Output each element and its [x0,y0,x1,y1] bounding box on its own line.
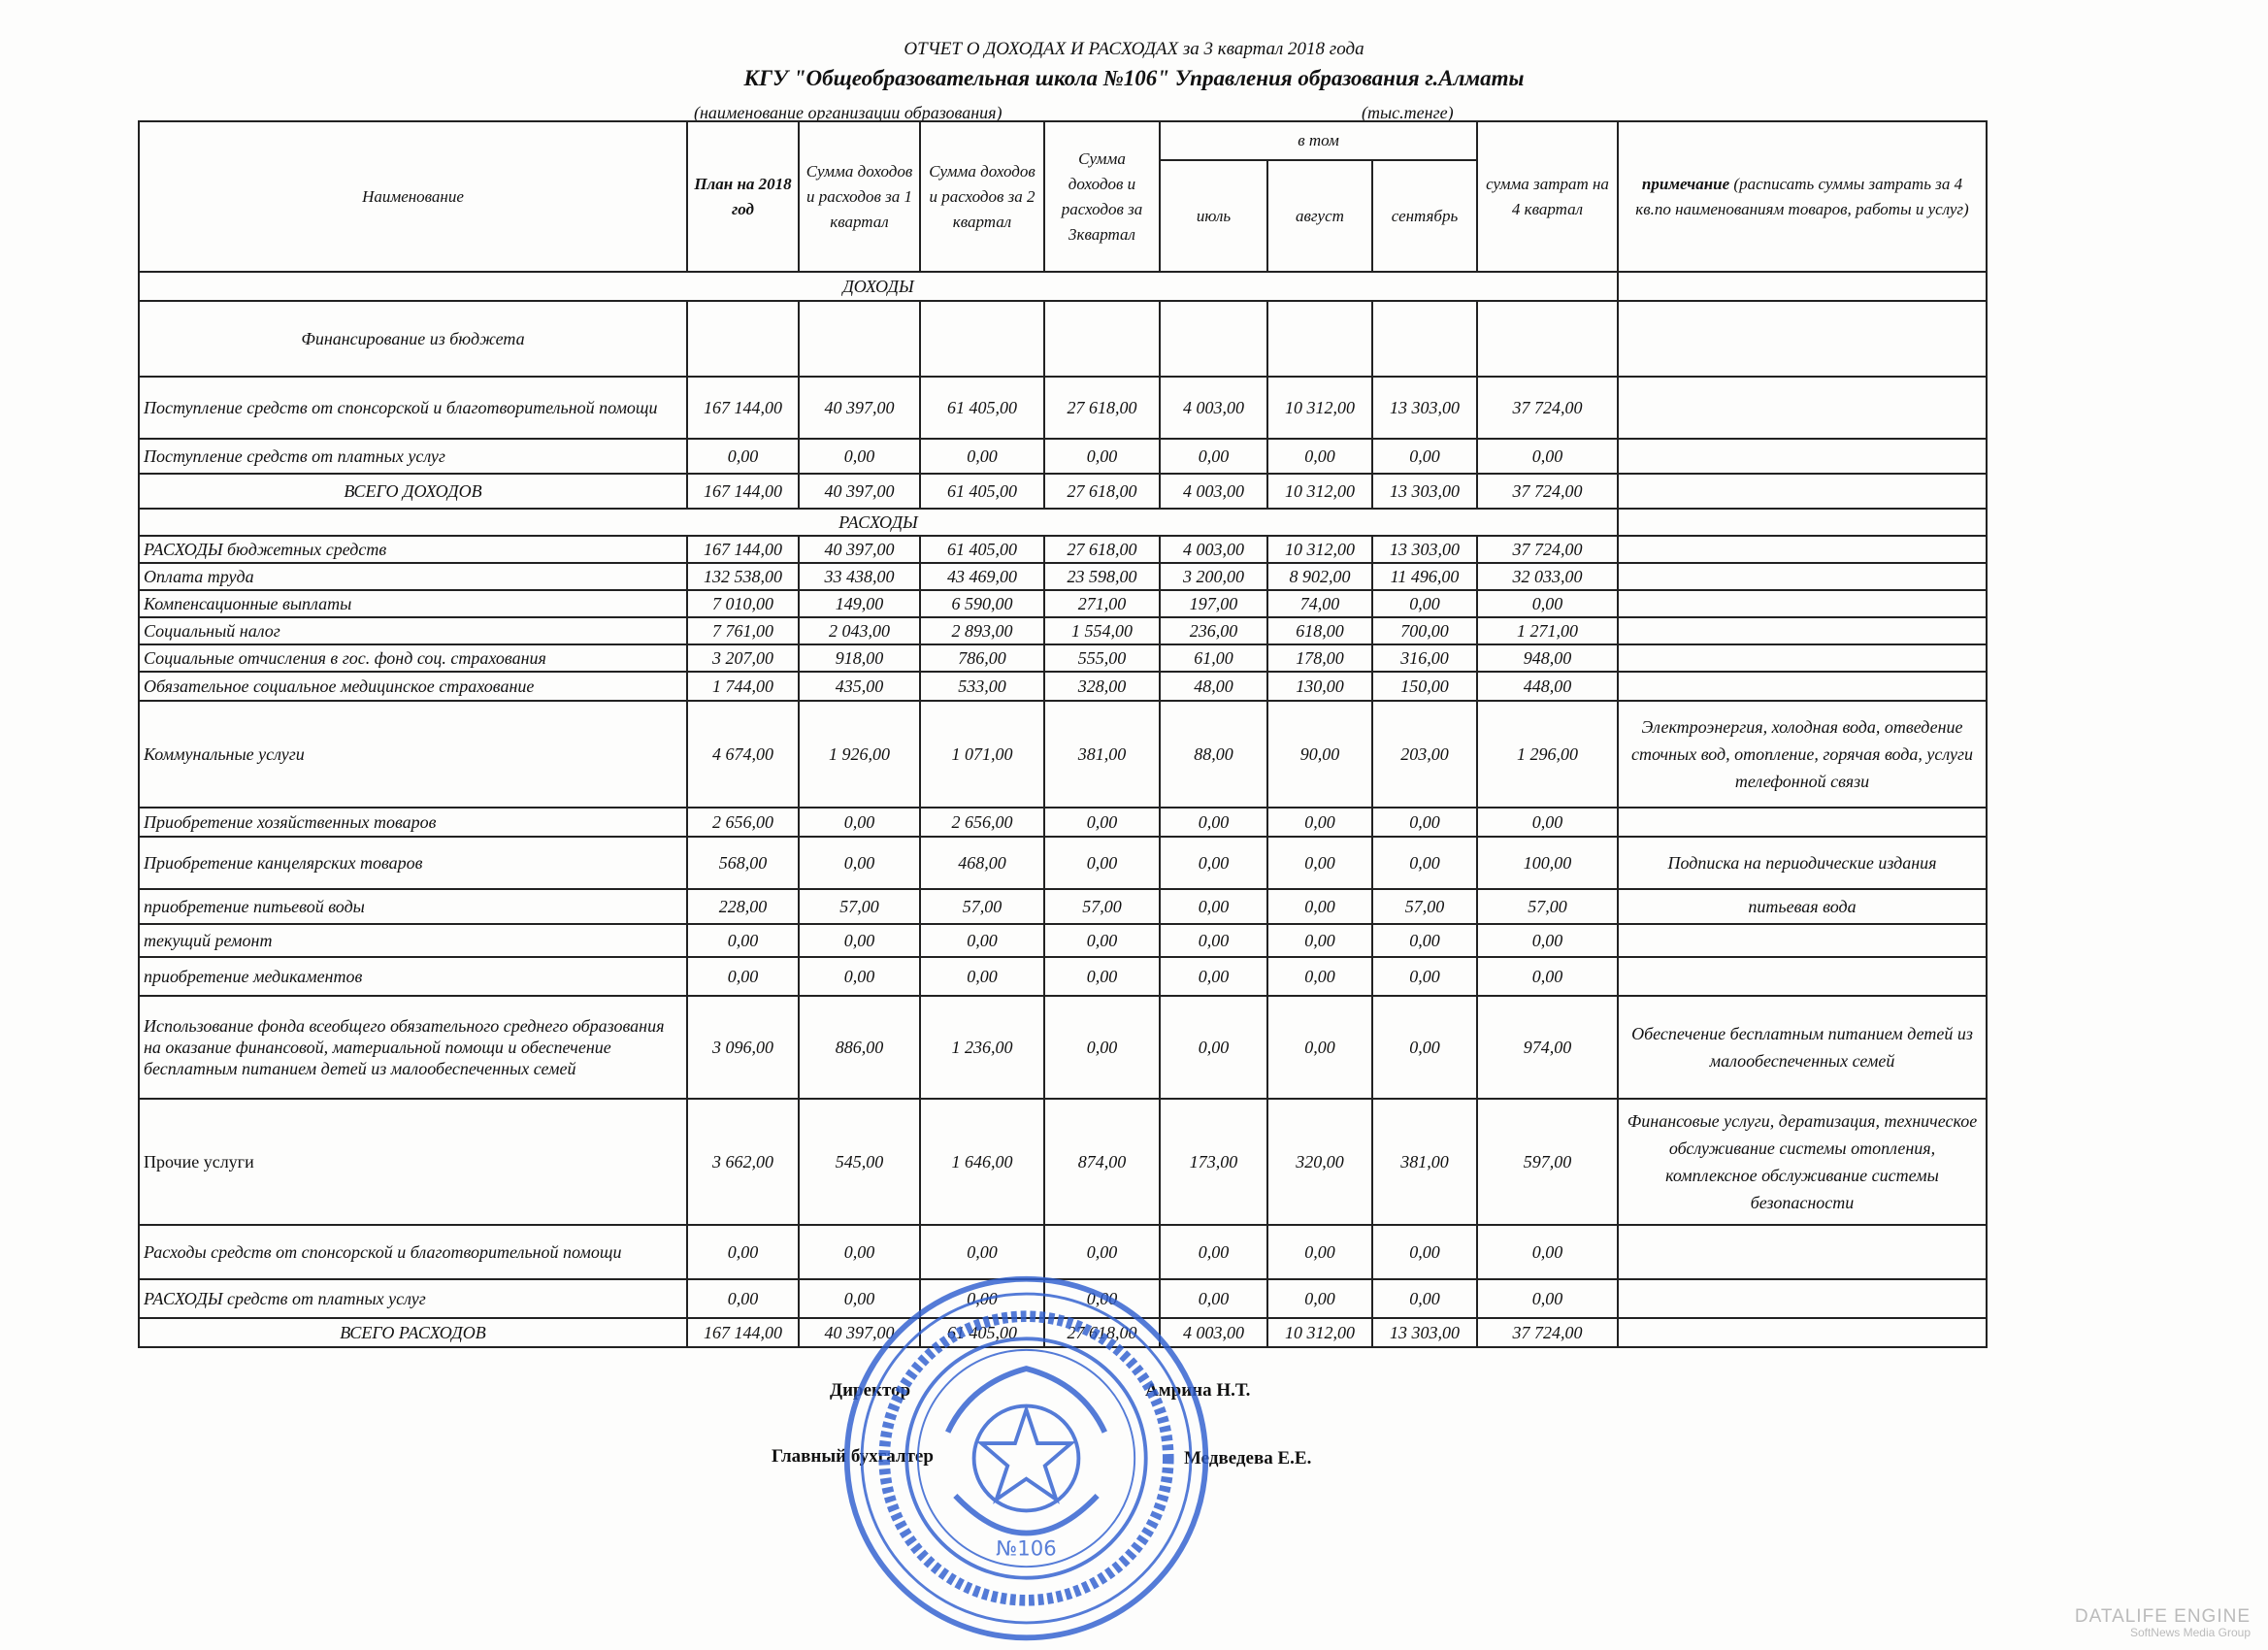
cell-q1: 0,00 [799,957,920,996]
cell-q1: 1 926,00 [799,701,920,808]
cell-q2: 0,00 [920,439,1044,474]
empty-cell [687,301,799,377]
cell-plan: 167 144,00 [687,1318,799,1347]
cell-aug: 320,00 [1267,1099,1372,1225]
cell-plan: 568,00 [687,837,799,889]
cell-q3: 23 598,00 [1044,563,1160,590]
col-note-bold: примечание [1641,174,1730,193]
row-name: ВСЕГО ДОХОДОВ [139,474,687,509]
row-name: Компенсационные выплаты [139,590,687,617]
table-row [139,924,1987,957]
table-row [139,590,1987,617]
cell-jul: 88,00 [1160,701,1267,808]
cell-q3: 555,00 [1044,644,1160,672]
col-note-rest: (расписать суммы затрать за 4 кв.по наименованиям товаров, работы и услуг) [1635,174,1969,218]
cell-sep: 203,00 [1372,701,1477,808]
cell-q4: 100,00 [1477,837,1618,889]
director-label: Директор [830,1380,911,1401]
cell-sep: 700,00 [1372,617,1477,644]
cell-jul: 48,00 [1160,672,1267,701]
empty-cell [1618,644,1987,672]
cell-q2: 61 405,00 [920,536,1044,563]
row-name: Оплата труда [139,563,687,590]
header-row [139,121,1987,160]
cell-q2: 0,00 [920,1279,1044,1318]
table-row [139,301,1987,377]
cell-q2: 1 646,00 [920,1099,1044,1225]
row-name: Коммунальные услуги [139,701,687,808]
cell-q3: 0,00 [1044,439,1160,474]
cell-plan: 0,00 [687,924,799,957]
cell-q1: 435,00 [799,672,920,701]
cell-q4: 1 271,00 [1477,617,1618,644]
table-row [139,536,1987,563]
cell-aug: 8 902,00 [1267,563,1372,590]
cell-jul: 4 003,00 [1160,377,1267,439]
cell-jul: 0,00 [1160,924,1267,957]
cell-q3: 328,00 [1044,672,1160,701]
cell-q2: 61 405,00 [920,1318,1044,1347]
cell-aug: 10 312,00 [1267,1318,1372,1347]
cell-q1: 0,00 [799,1279,920,1318]
row-name: Поступление средств от спонсорской и благотворительной помощи [139,377,687,439]
stamp-text: №106 [996,1535,1057,1561]
accountant-name: Медведева Е.Е. [1184,1448,1312,1468]
cell-note: Обеспечение бесплатным питанием детей из малообеспеченных семей [1618,996,1987,1099]
col-name: Наименование [139,121,687,272]
cell-jul: 0,00 [1160,996,1267,1099]
empty-cell [1618,509,1987,536]
cell-plan: 4 674,00 [687,701,799,808]
col-note [1618,121,1987,272]
cell-plan: 0,00 [687,1225,799,1279]
cell-q2: 1 071,00 [920,701,1044,808]
cell-note: питьевая вода [1618,889,1987,924]
cell-q2: 0,00 [920,957,1044,996]
cell-q4: 37 724,00 [1477,474,1618,509]
cell-q4: 57,00 [1477,889,1618,924]
cell-aug: 10 312,00 [1267,474,1372,509]
cell-plan: 167 144,00 [687,474,799,509]
cell-q4: 974,00 [1477,996,1618,1099]
cell-q3: 57,00 [1044,889,1160,924]
empty-cell [1618,536,1987,563]
row-name: текущий ремонт [139,924,687,957]
empty-cell [799,301,920,377]
cell-q2: 43 469,00 [920,563,1044,590]
cell-sep: 57,00 [1372,889,1477,924]
cell-q1: 40 397,00 [799,1318,920,1347]
row-name: Использование фонда всеобщего обязательного среднего образования на оказание финансовой, материальной помощи и обеспечение бесплатным питанием детей из малообеспеченных семей [139,996,687,1099]
empty-cell [920,301,1044,377]
cell-jul: 61,00 [1160,644,1267,672]
empty-cell [1618,1279,1987,1318]
empty-cell [1618,377,1987,439]
cell-q1: 0,00 [799,837,920,889]
cell-q3: 1 554,00 [1044,617,1160,644]
cell-plan: 132 538,00 [687,563,799,590]
row-name: Социальные отчисления в гос. фонд соц. страхования [139,644,687,672]
watermark-sub: SoftNews Media Group [2129,1626,2251,1639]
cell-q4: 0,00 [1477,808,1618,837]
cell-aug: 0,00 [1267,889,1372,924]
col-q1: Сумма доходов и расходов за 1 квартал [799,121,920,272]
col-q2: Сумма доходов и расходов за 2 квартал [920,121,1044,272]
col-aug: август [1267,160,1372,272]
section-income-row [139,272,1987,301]
row-name: Поступление средств от платных услуг [139,439,687,474]
row-name: РАСХОДЫ бюджетных средств [139,536,687,563]
cell-q2: 6 590,00 [920,590,1044,617]
cell-q3: 874,00 [1044,1099,1160,1225]
table-row [139,837,1987,889]
table-row [139,996,1987,1099]
cell-sep: 0,00 [1372,957,1477,996]
cell-plan: 1 744,00 [687,672,799,701]
cell-jul: 3 200,00 [1160,563,1267,590]
cell-q4: 0,00 [1477,1279,1618,1318]
cell-sep: 0,00 [1372,837,1477,889]
cell-q3: 0,00 [1044,1225,1160,1279]
cell-q2: 61 405,00 [920,474,1044,509]
cell-q1: 545,00 [799,1099,920,1225]
table-row [139,644,1987,672]
cell-q3: 0,00 [1044,996,1160,1099]
cell-q3: 0,00 [1044,808,1160,837]
empty-cell [1267,301,1372,377]
cell-q3: 0,00 [1044,837,1160,889]
site-watermark [2074,1606,2251,1640]
cell-sep: 0,00 [1372,924,1477,957]
cell-q2: 61 405,00 [920,377,1044,439]
table-row [139,563,1987,590]
cell-q3: 27 618,00 [1044,377,1160,439]
cell-aug: 0,00 [1267,837,1372,889]
col-q3: Сумма доходов и расходов за 3квартал [1044,121,1160,272]
cell-plan: 228,00 [687,889,799,924]
cell-q2: 0,00 [920,924,1044,957]
cell-q4: 1 296,00 [1477,701,1618,808]
row-name: приобретение медикаментов [139,957,687,996]
row-name: Приобретение хозяйственных товаров [139,808,687,837]
section-expense: РАСХОДЫ [139,509,1618,536]
cell-q4: 0,00 [1477,924,1618,957]
cell-plan: 7 761,00 [687,617,799,644]
empty-cell [1618,272,1987,301]
cell-aug: 0,00 [1267,439,1372,474]
empty-cell [1618,672,1987,701]
col-plan: План на 2018 год [687,121,799,272]
cell-q2: 468,00 [920,837,1044,889]
cell-plan: 3 207,00 [687,644,799,672]
empty-cell [1618,1318,1987,1347]
cell-sep: 0,00 [1372,808,1477,837]
cell-sep: 316,00 [1372,644,1477,672]
table-row [139,672,1987,701]
cell-aug: 0,00 [1267,808,1372,837]
cell-sep: 13 303,00 [1372,474,1477,509]
cell-q1: 0,00 [799,924,920,957]
cell-q1: 40 397,00 [799,377,920,439]
cell-q2: 1 236,00 [920,996,1044,1099]
row-name: ВСЕГО РАСХОДОВ [139,1318,687,1347]
cell-jul: 0,00 [1160,837,1267,889]
cell-q1: 149,00 [799,590,920,617]
cell-plan: 3 662,00 [687,1099,799,1225]
cell-jul: 197,00 [1160,590,1267,617]
cell-plan: 167 144,00 [687,377,799,439]
cell-sep: 0,00 [1372,996,1477,1099]
cell-q4: 0,00 [1477,590,1618,617]
section-expense-row [139,509,1987,536]
accountant-label: Главный бухгалтер [772,1446,934,1467]
empty-cell [1160,301,1267,377]
cell-sep: 0,00 [1372,439,1477,474]
cell-plan: 167 144,00 [687,536,799,563]
cell-sep: 13 303,00 [1372,536,1477,563]
table-row [139,439,1987,474]
cell-aug: 0,00 [1267,924,1372,957]
cell-aug: 10 312,00 [1267,377,1372,439]
col-jul: июль [1160,160,1267,272]
cell-aug: 618,00 [1267,617,1372,644]
cell-q2: 2 893,00 [920,617,1044,644]
cell-q3: 381,00 [1044,701,1160,808]
row-name: Обязательное социальное медицинское страхование [139,672,687,701]
cell-q4: 448,00 [1477,672,1618,701]
cell-q1: 40 397,00 [799,474,920,509]
empty-cell [1618,301,1987,377]
cell-q4: 37 724,00 [1477,1318,1618,1347]
cell-aug: 0,00 [1267,957,1372,996]
cell-q2: 2 656,00 [920,808,1044,837]
cell-aug: 0,00 [1267,1225,1372,1279]
row-name: Приобретение канцелярских товаров [139,837,687,889]
cell-aug: 178,00 [1267,644,1372,672]
cell-q3: 27 618,00 [1044,536,1160,563]
watermark-brand: DATALIFE ENGINE [2074,1606,2251,1627]
col-q4: сумма затрат на 4 квартал [1477,121,1618,272]
cell-sep: 13 303,00 [1372,1318,1477,1347]
row-name: приобретение питьевой воды [139,889,687,924]
table-row [139,808,1987,837]
cell-jul: 0,00 [1160,889,1267,924]
cell-aug: 90,00 [1267,701,1372,808]
cell-q3: 0,00 [1044,1279,1160,1318]
table-row [139,889,1987,924]
cell-q4: 0,00 [1477,957,1618,996]
cell-jul: 0,00 [1160,1279,1267,1318]
cell-sep: 11 496,00 [1372,563,1477,590]
table-row [139,957,1987,996]
cell-plan: 0,00 [687,439,799,474]
cell-plan: 0,00 [687,957,799,996]
cell-q3: 0,00 [1044,957,1160,996]
row-name: Прочие услуги [139,1099,687,1225]
cell-sep: 0,00 [1372,1225,1477,1279]
cell-q4: 597,00 [1477,1099,1618,1225]
table-row [139,377,1987,439]
cell-q1: 40 397,00 [799,536,920,563]
cell-aug: 0,00 [1267,996,1372,1099]
cell-q2: 533,00 [920,672,1044,701]
cell-note: Подписка на периодические издания [1618,837,1987,889]
cell-jul: 4 003,00 [1160,536,1267,563]
empty-cell [1044,301,1160,377]
unit-caption: (тыс.тенге) [1362,103,1454,122]
cell-note: Электроэнергия, холодная вода, отведение сточных вод, отопление, горячая вода, услуги телефонной связи [1618,701,1987,808]
row-name: РАСХОДЫ средств от платных услуг [139,1279,687,1318]
cell-q2: 786,00 [920,644,1044,672]
empty-cell [1618,563,1987,590]
cell-q1: 33 438,00 [799,563,920,590]
cell-q4: 37 724,00 [1477,377,1618,439]
cell-sep: 381,00 [1372,1099,1477,1225]
cell-sep: 150,00 [1372,672,1477,701]
organization-caption: (наименование организации образования) [694,103,1003,122]
empty-cell [1618,439,1987,474]
col-in-group: в том [1160,121,1477,160]
table-row-total [139,474,1987,509]
cell-q3: 0,00 [1044,924,1160,957]
empty-cell [1618,808,1987,837]
cell-jul: 173,00 [1160,1099,1267,1225]
col-sep: сентябрь [1372,160,1477,272]
table-row [139,1099,1987,1225]
cell-plan: 3 096,00 [687,996,799,1099]
empty-cell [1618,957,1987,996]
empty-cell [1618,590,1987,617]
cell-q1: 0,00 [799,439,920,474]
cell-q4: 0,00 [1477,439,1618,474]
row-name: Социальный налог [139,617,687,644]
section-income: ДОХОДЫ [139,272,1618,301]
cell-q3: 27 618,00 [1044,474,1160,509]
cell-q3: 271,00 [1044,590,1160,617]
cell-plan: 2 656,00 [687,808,799,837]
cell-q1: 886,00 [799,996,920,1099]
cell-sep: 0,00 [1372,590,1477,617]
cell-q1: 918,00 [799,644,920,672]
cell-aug: 130,00 [1267,672,1372,701]
cell-q2: 0,00 [920,1225,1044,1279]
cell-note: Финансовые услуги, дератизация, техническое обслуживание системы отопления, комплексное обслуживание системы безопасности [1618,1099,1987,1225]
empty-cell [1477,301,1618,377]
cell-plan: 7 010,00 [687,590,799,617]
cell-jul: 0,00 [1160,439,1267,474]
cell-aug: 74,00 [1267,590,1372,617]
table-row [139,617,1987,644]
empty-cell [1618,1225,1987,1279]
cell-q1: 57,00 [799,889,920,924]
cell-q3: 27 618,00 [1044,1318,1160,1347]
cell-jul: 4 003,00 [1160,1318,1267,1347]
cell-aug: 10 312,00 [1267,536,1372,563]
cell-q4: 32 033,00 [1477,563,1618,590]
cell-aug: 0,00 [1267,1279,1372,1318]
empty-cell [1618,924,1987,957]
report-table [138,120,1988,1348]
cell-q2: 57,00 [920,889,1044,924]
official-stamp [839,1271,1213,1645]
empty-cell [1372,301,1477,377]
director-name: Амрина Н.Т. [1145,1380,1251,1401]
cell-jul: 0,00 [1160,957,1267,996]
cell-jul: 0,00 [1160,1225,1267,1279]
cell-jul: 4 003,00 [1160,474,1267,509]
cell-q4: 37 724,00 [1477,536,1618,563]
empty-cell [1618,474,1987,509]
cell-q1: 0,00 [799,808,920,837]
empty-cell [1618,617,1987,644]
cell-q4: 948,00 [1477,644,1618,672]
row-name: Расходы средств от спонсорской и благотворительной помощи [139,1225,687,1279]
cell-jul: 0,00 [1160,808,1267,837]
cell-q1: 0,00 [799,1225,920,1279]
row-name: Финансирование из бюджета [139,301,687,377]
cell-sep: 13 303,00 [1372,377,1477,439]
report-title: ОТЧЕТ О ДОХОДАХ И РАСХОДАХ за 3 квартал 2018 года [904,39,1364,59]
cell-jul: 236,00 [1160,617,1267,644]
cell-plan: 0,00 [687,1279,799,1318]
cell-sep: 0,00 [1372,1279,1477,1318]
cell-q4: 0,00 [1477,1225,1618,1279]
organization-title: КГУ "Общеобразовательная школа №106" Управления образования г.Алматы [743,66,1525,90]
cell-q1: 2 043,00 [799,617,920,644]
table-row [139,701,1987,808]
